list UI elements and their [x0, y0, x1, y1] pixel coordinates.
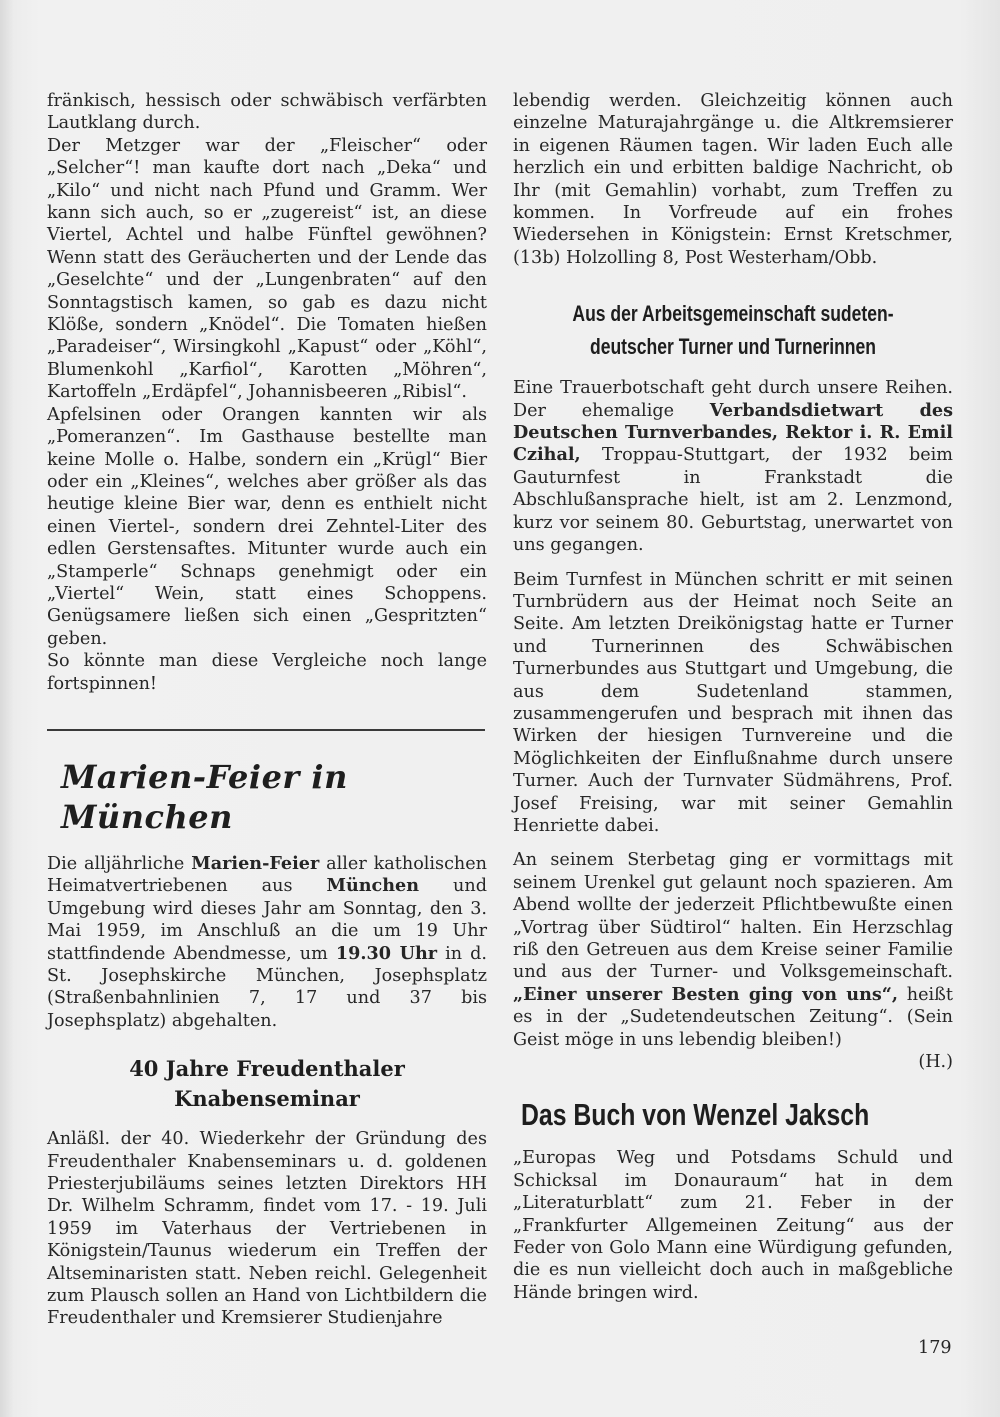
dialect-paragraph-1: fränkisch, hessisch oder schwäbisch verfärbten Lautklang durch. — [47, 91, 487, 134]
turner-paragraph-3: An seinem Sterbetag ging er vormittags mit seinem Urenkel gut gelaunt noch spazieren. Am Abend wollte der jederzeit Pflichtbewußte einen „Vortrag über Südtirol“ halten. Ein Herzschlag riß den Getreuen aus dem Kreise seiner Familie und aus der Turner- und Volksgemeinschaft. „Einer unserer Besten ging von uns“, heißt es in der „Sudetendeutschen Zeitung“. (Sein Geist möge in uns lebendig bleiben!) — [513, 850, 953, 1050]
turner-paragraph-2: Beim Turnfest in München schritt er mit seinen Turnbrüdern aus der Heimat noch Seite an Seite. Am letzten Dreikönigstag hatte er Turner und Turnerinnen des Schwäbischen Turnerbundes aus Stuttgart und Umgebung, die aus dem Sudetenland stammen, zusammengerufen und besprach mit ihnen das Wirken der hiesigen Turnvereine und die Möglichkeiten der Einflußnahme durch unsere Turner. Auch der Turnvater Südmährens, Prof. Josef Freising, war mit seiner Gemahlin Henriette dabei. — [513, 569, 953, 836]
turner-paragraph-1: Eine Trauerbotschaft geht durch unsere Reihen. Der ehemalige Verbandsdietwart des Deutschen Turnverbandes, Rektor i. R. Emil Czihal, Troppau-Stuttgart, der 1932 beim Gauturnfest in Frankstadt die Abschlußansprache hielt, ist am 2. Lenzmond, kurz vor seinem 80. Geburtstag, unerwartet von uns gegangen. — [513, 378, 953, 556]
seminar-continuation: lebendig werden. Gleichzeitig können auch einzelne Maturajahrgänge u. die Altkremsierer in eigenen Räumen tagen. Wir laden Euch alle herzlich ein und erbitten baldige Nachricht, ob Ihr (mit Gemahlin) vorhabt, zum Treffen zu kommen. In Vorfreude auf ein frohes Wiedersehen in Königstein: Ernst Kretschmer, (13b) Holzolling 8, Post Westerham/Obb. — [513, 91, 953, 268]
jaksch-heading: Das Buch von Wenzel Jaksch — [521, 1097, 870, 1133]
turner-heading: Aus der Arbeitsgemeinschaft sudeten- deutscher Turner und Turnerinnen — [572, 301, 894, 360]
seminar-body: Anläßl. der 40. Wiederkehr der Gründung des Freudenthaler Knabenseminars u. d. goldenen Priesterjubiläums seines letzten Direktors HH Dr. Wilhelm Schramm, findet vom 17. - 19. Juli 1959 im Vaterhaus der Vertriebenen in Königstein/Taunus wiederum ein Treffen der Altseminaristen statt. Neben reichl. Gelegenheit zum Plausch sollen an Hand von Lichtbildern die Freudenthaler und Kremsierer Studienjahre — [47, 1129, 487, 1329]
page-number: 179 — [918, 1338, 952, 1358]
marien-feier-body: Die alljährliche Marien-Feier aller katholischen Heimatvertriebenen aus München und Umgebung wird dieses Jahr am Sonntag, den 3. Mai 1959, im Anschluß an die um 19 Uhr stattfindende Abendmesse, um 19.30 Uhr in d. St. Josephskirche München, Josephsplatz (Straßenbahnlinien 7, 17 und 37 bis Josephsplatz) abgehalten. — [47, 852, 488, 1031]
left-column — [47, 90, 487, 1330]
marien-feier-heading: Marien-Feier in München — [61, 757, 348, 836]
dialect-paragraph-3: Apfelsinen oder Orangen kannten wir als „Pomeranzen“. Im Gasthause bestellte man keine Molle o. Halbe, sondern ein „Krügl“ Bier oder ein „Kleines“, welches aber größer als das heutige kleine Bier war, denn es enthielt nicht einen Viertel-, sondern drei Zehntel-Liter des edlen Gerstensaftes. Mitunter wurde auch ein „Stamperle“ Schnaps genehmigt oder ein „Viertel“ Wein, statt eines Schoppens. Genügsamere ließen sich einen „Gespritzten“ geben. — [47, 404, 487, 649]
seminar-heading: 40 Jahre Freudenthaler Knabenseminar — [129, 1056, 405, 1112]
jaksch-body: „Europas Weg und Potsdams Schuld und Schicksal im Donauraum“ hat in dem „Literaturblatt“ zum 21. Feber in der „Frankfurter Allgemeinen Zeitung“ aus der Feder von Golo Mann eine Würdigung gefunden, die es nun vielleicht doch auch in maßgebliche Hände bringen wird. — [513, 1148, 953, 1303]
right-column — [513, 90, 953, 1304]
dialect-paragraph-4: So könnte man diese Vergleiche noch lange fortspinnen! — [47, 651, 487, 694]
dialect-paragraph-2: Der Metzger war der „Fleischer“ oder „Selcher“! man kaufte dort nach „Deka“ und „Kilo“ und nicht nach Pfund und Gramm. Wer kann sich auch, so er „zugereist“ ist, an diese Viertel, Achtel und halbe Fünftel gewöhnen? Wenn statt des Geräucherten und der Lende das „Geselchte“ und der „Lungenbraten“ auf den Sonntagstisch kamen, so gab es dazu nicht Klöße, sondern „Knödel“. Die Tomaten hießen „Paradeiser“, Wirsingkohl „Kapust“ oder „Köhl“, Blumenkohl „Karfiol“, Karotten „Möhren“, Kartoffeln „Erdäpfel“, Johannisbeeren „Ribisl“. — [47, 135, 487, 403]
turner-signature: (H.) — [918, 1052, 953, 1073]
section-divider — [47, 729, 485, 731]
